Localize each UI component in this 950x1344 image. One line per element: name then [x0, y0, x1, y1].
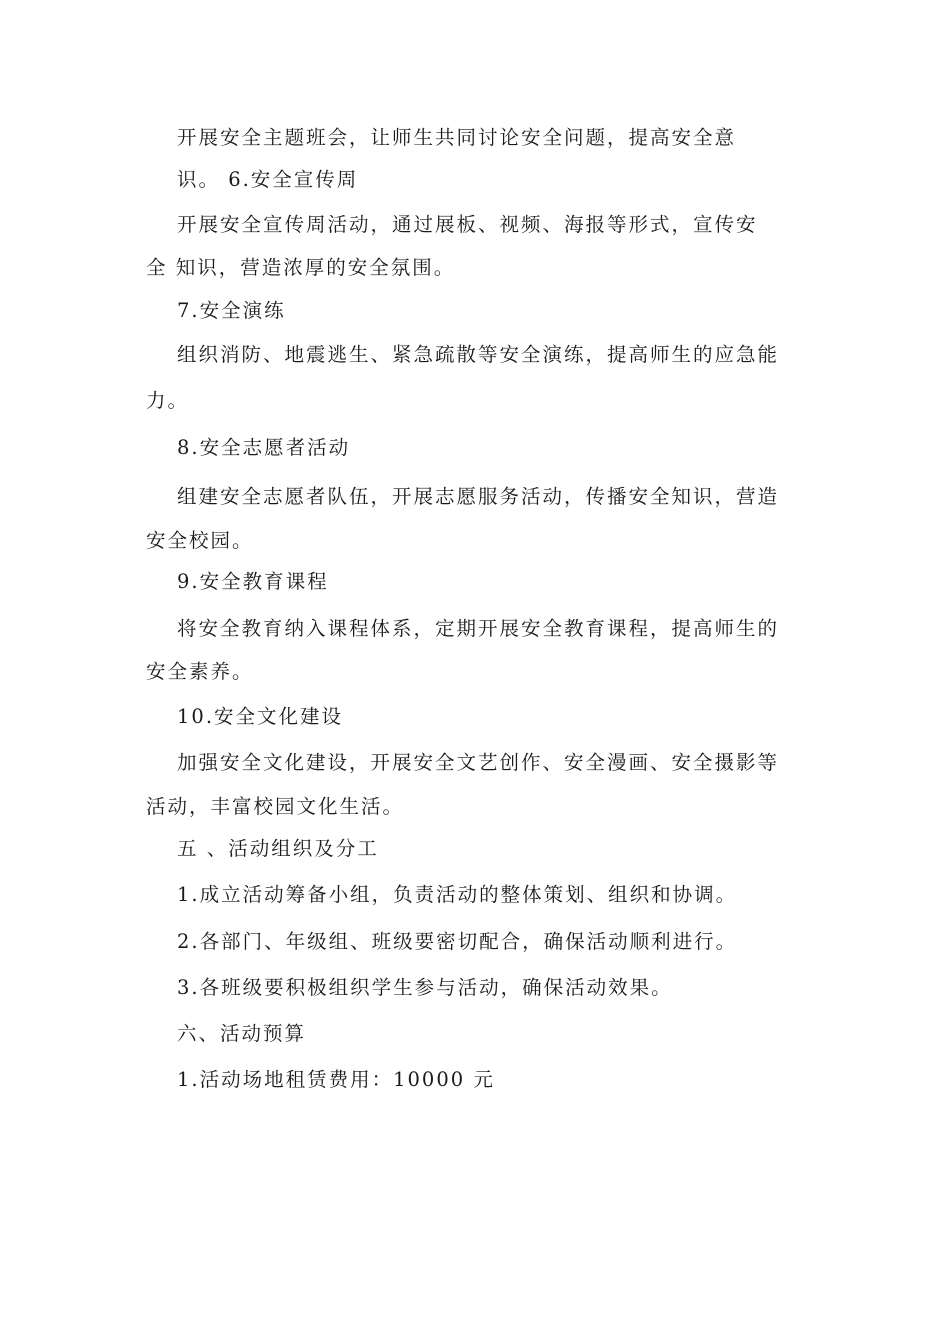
paragraph-line: 组建安全志愿者队伍，开展志愿服务活动，传播安全知识，营造 — [177, 485, 780, 508]
paragraph-line: 加强安全文化建设，开展安全文艺创作、安全漫画、安全摄影等 — [177, 751, 780, 774]
list-item: 2.各部门、年级组、班级要密切配合，确保活动顺利进行。 — [177, 930, 738, 953]
section-heading: 六、活动预算 — [177, 1022, 307, 1045]
paragraph-line: 识。 6.安全宣传周 — [177, 168, 359, 191]
paragraph-line: 将安全教育纳入课程体系，定期开展安全教育课程，提高师生的 — [177, 617, 780, 640]
paragraph-line: 活动，丰富校园文化生活。 — [146, 795, 405, 818]
section-heading: 7.安全演练 — [177, 299, 286, 322]
paragraph-line: 开展安全宣传周活动，通过展板、视频、海报等形式，宣传安 — [177, 213, 758, 236]
paragraph-line: 组织消防、地震逃生、紧急疏散等安全演练，提高师生的应急能 — [177, 343, 780, 366]
section-heading: 8.安全志愿者活动 — [177, 436, 351, 459]
list-item: 1.成立活动筹备小组，负责活动的整体策划、组织和协调。 — [177, 883, 738, 906]
paragraph-line: 开展安全主题班会，让师生共同讨论安全问题，提高安全意 — [177, 126, 737, 149]
section-heading: 10.安全文化建设 — [177, 705, 344, 728]
list-item: 1.活动场地租赁费用：10000 元 — [177, 1068, 495, 1091]
paragraph-line: 力。 — [146, 389, 190, 412]
section-heading: 五 、活动组织及分工 — [177, 837, 379, 860]
paragraph-line: 全 知识，营造浓厚的安全氛围。 — [146, 256, 456, 279]
paragraph-line: 安全校园。 — [146, 529, 254, 552]
list-item: 3.各班级要积极组织学生参与活动，确保活动效果。 — [177, 976, 673, 999]
section-heading: 9.安全教育课程 — [177, 570, 329, 593]
paragraph-line: 安全素养。 — [146, 660, 254, 683]
